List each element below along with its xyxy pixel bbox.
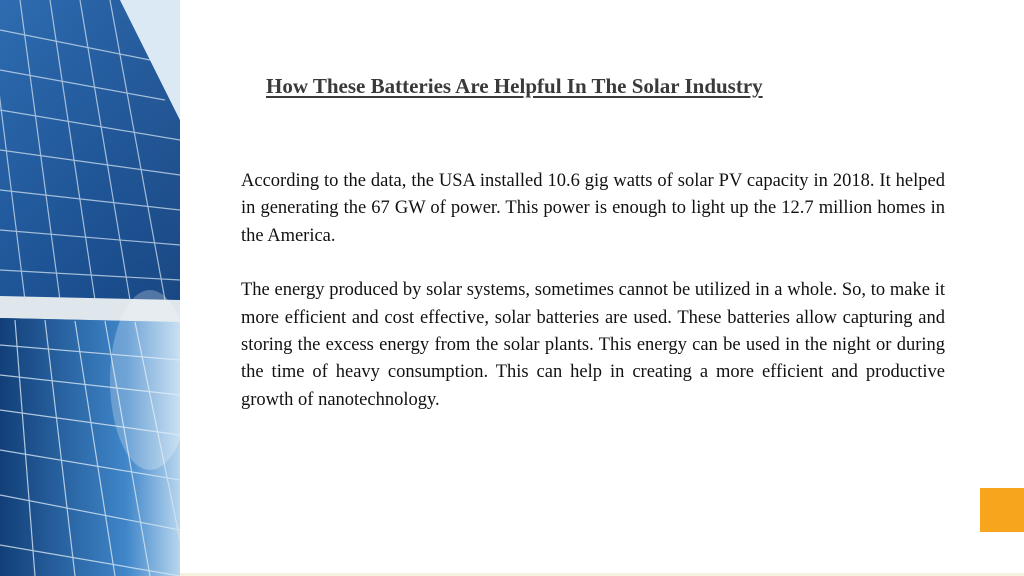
- paragraph-solar-batteries: The energy produced by solar systems, sometimes cannot be utilized in a whole. So, to make it more efficient and cost effective, solar batteries are used. These batteries allow capturing and storing the excess energy from the solar plants. This energy can be used in the night or during the time of heavy consumption. This can help in creating a more efficient and productive growth of nanotechnology.: [241, 280, 945, 410]
- slide-title: How These Batteries Are Helpful In The Solar Industry: [266, 74, 763, 98]
- solar-panel-graphic: [0, 0, 180, 576]
- slide-body: [241, 168, 945, 414]
- accent-square: [980, 488, 1024, 532]
- paragraph-usa-solar-capacity: According to the data, the USA installed 10.6 gig watts of solar PV capacity in 2018. It helped in generating the 67 GW of power. This power is enough to light up the 12.7 million homes in the America.: [241, 171, 945, 246]
- solar-panel-image: [0, 0, 180, 576]
